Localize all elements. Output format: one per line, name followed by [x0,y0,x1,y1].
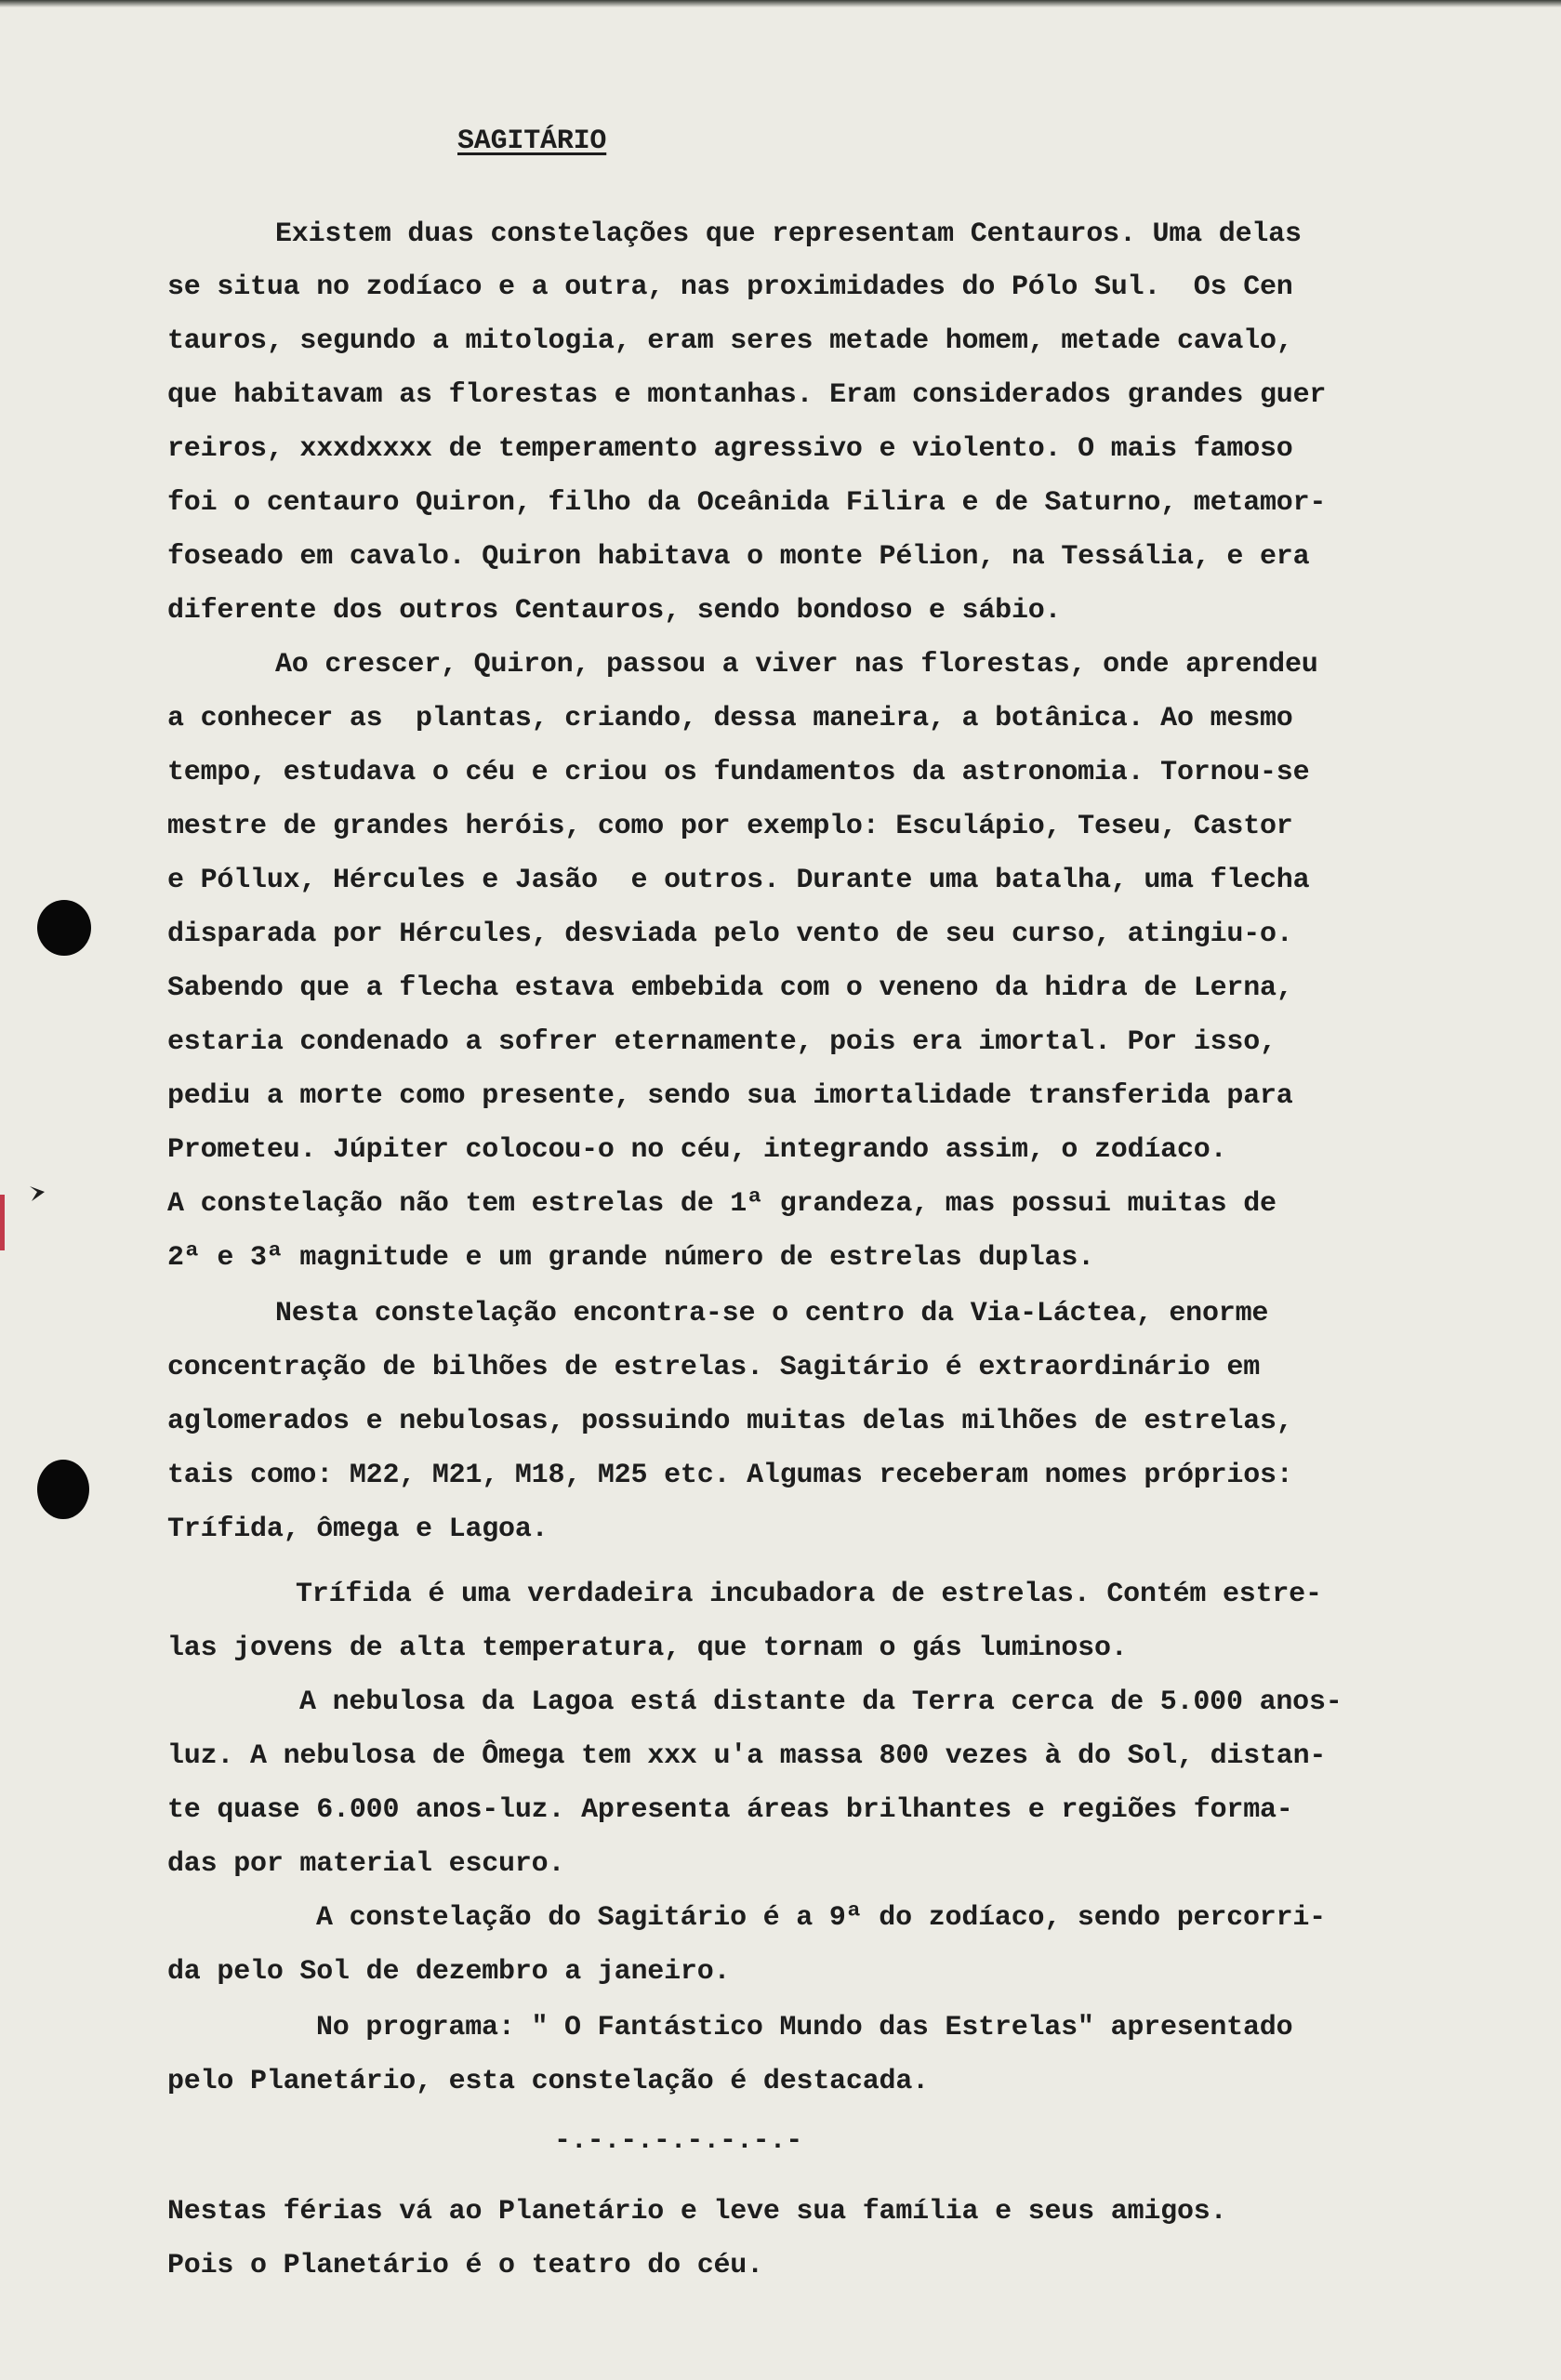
text-line: diferente dos outros Centauros, sendo bondoso e sábio. [167,595,1062,627]
text-line: pediu a morte como presente, sendo sua imortalidade transferida para [167,1080,1293,1112]
text-line: tais como: M22, M21, M18, M25 etc. Algumas receberam nomes próprios: [167,1460,1293,1491]
punch-hole [37,1460,89,1519]
text-line: pelo Planetário, esta constelação é destacada. [167,2066,929,2097]
text-line: Trífida, ômega e Lagoa. [167,1514,549,1545]
text-line: Trífida é uma verdadeira incubadora de estrelas. Contém estre- [296,1579,1322,1610]
text-line: tauros, segundo a mitologia, eram seres metade homem, metade cavalo, [167,325,1293,357]
text-line: A constelação não tem estrelas de 1ª grandeza, mas possui muitas de [167,1188,1277,1220]
separator: -.-.-.-.-.-.-.- [554,2125,803,2157]
punch-hole [37,900,91,956]
text-line: foi o centauro Quiron, filho da Oceânida Filira e de Saturno, metamor- [167,487,1327,519]
text-line: luz. A nebulosa de Ômega tem xxx u'a massa 800 vezes à do Sol, distan- [167,1740,1327,1772]
text-line: Nestas férias vá ao Planetário e leve sua família e seus amigos. [167,2196,1227,2228]
text-line: A nebulosa da Lagoa está distante da Terra cerca de 5.000 anos- [299,1686,1343,1718]
scan-speck [26,1179,54,1207]
text-line: Existem duas constelações que representam Centauros. Uma delas [275,218,1302,250]
text-line: concentração de bilhões de estrelas. Sagitário é extraordinário em [167,1352,1260,1383]
text-line: a conhecer as plantas, criando, dessa maneira, a botânica. Ao mesmo [167,703,1293,734]
text-line: foseado em cavalo. Quiron habitava o monte Pélion, na Tessália, e era [167,541,1310,573]
text-line: No programa: " O Fantástico Mundo das Estrelas" apresentado [316,2012,1293,2043]
text-line: Nesta constelação encontra-se o centro da Via-Láctea, enorme [275,1298,1269,1329]
page-edge-mark [0,1195,5,1250]
text-line: das por material escuro. [167,1848,565,1880]
text-line: Pois o Planetário é o teatro do céu. [167,2250,763,2281]
text-line: A constelação do Sagitário é a 9ª do zodíaco, sendo percorri- [316,1902,1326,1934]
text-line: e Póllux, Hércules e Jasão e outros. Durante uma batalha, uma flecha [167,865,1310,896]
text-line: aglomerados e nebulosas, possuindo muitas delas milhões de estrelas, [167,1406,1293,1437]
text-line: se situa no zodíaco e a outra, nas proximidades do Pólo Sul. Os Cen [167,271,1293,303]
text-line: tempo, estudava o céu e criou os fundamentos da astronomia. Tornou-se [167,757,1310,788]
text-line: Sabendo que a flecha estava embebida com o veneno da hidra de Lerna, [167,972,1293,1004]
text-line: te quase 6.000 anos-luz. Apresenta áreas brilhantes e regiões forma- [167,1794,1293,1826]
document-title: SAGITÁRIO [457,126,607,157]
text-line: 2ª e 3ª magnitude e um grande número de estrelas duplas. [167,1242,1094,1274]
text-line: reiros, xxxdxxxx de temperamento agressivo e violento. O mais famoso [167,433,1293,465]
text-line: disparada por Hércules, desviada pelo vento de seu curso, atingiu-o. [167,919,1293,950]
text-line: las jovens de alta temperatura, que tornam o gás luminoso. [167,1633,1128,1664]
text-line: mestre de grandes heróis, como por exemplo: Esculápio, Teseu, Castor [167,811,1293,842]
text-line: Prometeu. Júpiter colocou-o no céu, integrando assim, o zodíaco. [167,1134,1227,1166]
text-line: da pelo Sol de dezembro a janeiro. [167,1956,731,1988]
text-line: estaria condenado a sofrer eternamente, pois era imortal. Por isso, [167,1026,1277,1058]
text-line: Ao crescer, Quiron, passou a viver nas florestas, onde aprendeu [275,649,1318,681]
scan-edge [0,0,1561,7]
text-line: que habitavam as florestas e montanhas. Eram considerados grandes guer [167,379,1327,411]
